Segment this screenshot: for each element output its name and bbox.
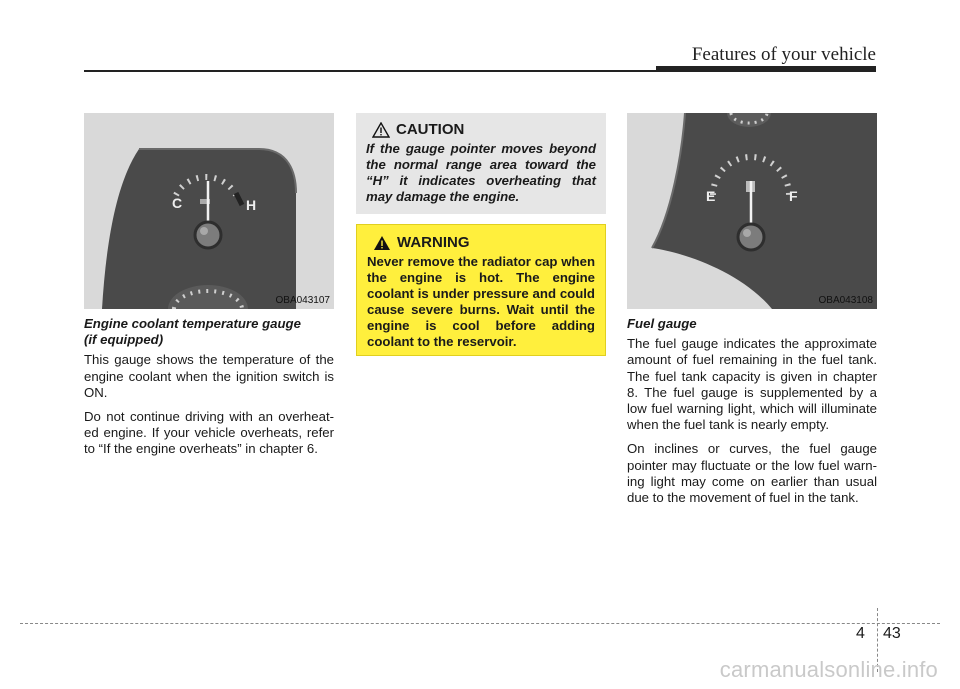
watermark: carmanualsonline.info (719, 657, 938, 682)
figure-code: OBA043107 (275, 295, 330, 306)
caution-title-text: CAUTION (396, 121, 465, 138)
warning-title (373, 234, 595, 251)
footer-rule (20, 623, 940, 624)
cold-label: C (172, 195, 183, 211)
full-label: F (789, 188, 798, 204)
caution-title (372, 121, 596, 138)
warning-box (356, 224, 606, 356)
page-number: 43 (883, 625, 901, 642)
coolant-paragraph-2: Do not continue driving with an overheat-ed engine. If your vehicle overheats, refer to “If the engine overheats” in chapter 6. (84, 409, 334, 457)
chapter-number: 4 (856, 625, 865, 642)
caution-body: If the gauge pointer moves beyond the normal range area toward the “H” it indicates overheating that may damage the engine. (366, 141, 596, 204)
caution-triangle-icon (372, 122, 390, 138)
warning-body: Never remove the radiator cap when the engine is hot. The engine coolant is under pressure and could cause severe burns. Wait until the engine is cool before adding coolant to the reservoir. (367, 254, 595, 349)
warning-title-text: WARNING (397, 234, 470, 251)
caution-box (356, 113, 606, 214)
hot-label: H (246, 197, 257, 213)
empty-label: E (706, 188, 716, 204)
coolant-heading-line2: (if equipped) (84, 332, 164, 348)
figure-code: OBA043108 (818, 295, 873, 306)
coolant-paragraph-1: This gauge shows the temperature of the engine coolant when the ignition switch is ON. (84, 352, 334, 400)
fuel-paragraph-2: On inclines or curves, the fuel gauge pointer may fluctuate or the low fuel warn-ing light may come on earlier than usual due to the movement of fuel in the tank. (627, 441, 877, 506)
fuel-heading: Fuel gauge (627, 316, 697, 331)
coolant-section (84, 316, 334, 466)
fuel-gauge-figure (627, 113, 877, 309)
fuel-paragraph-1: The fuel gauge indicates the approximate amount of fuel remaining in the fuel tank. The fuel tank capacity is given in chapter 8. The fuel gauge is supplemented by a low fuel warning light, which will illuminate when the fuel tank is nearly empty. (627, 336, 877, 433)
warning-triangle-icon (373, 235, 391, 251)
running-header: Features of your vehicle (691, 44, 876, 65)
fuel-section (627, 316, 877, 514)
header-rule-accent (656, 66, 876, 72)
coolant-heading (84, 316, 334, 348)
coolant-gauge-figure (84, 113, 334, 309)
coolant-heading-line1: Engine coolant temperature gauge (84, 316, 301, 331)
